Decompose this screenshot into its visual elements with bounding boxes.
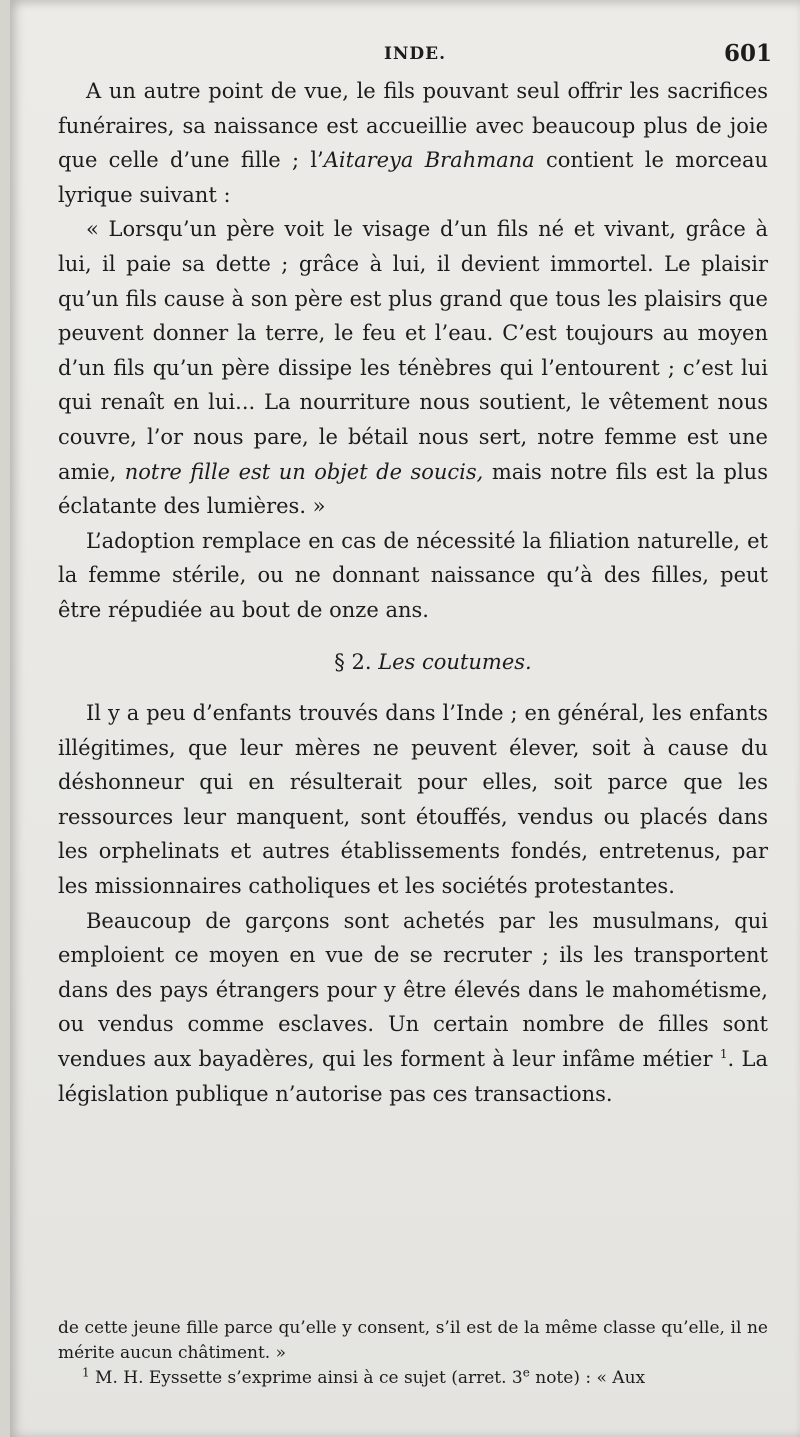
paragraph-5: [58, 904, 768, 1112]
footnote-1-sup: e: [522, 1364, 530, 1379]
section-heading: [58, 645, 768, 680]
paragraph-2-quote: [58, 212, 768, 523]
footnote-1: [58, 1366, 768, 1391]
paragraph-2-italic: notre fille est un objet de soucis,: [124, 459, 484, 484]
paragraph-5-text: Beaucoup de garçons sont achetés par les musulmans, qui emploient ce moyen en vue de se recruter ; ils les transportent dans des pays étrangers pour y être élevés dans le mahométisme, ou vendus comme esclaves. Un certain nombre de filles sont vendues aux bayadères, qui les forment à leur infâme métier: [58, 908, 768, 1072]
paragraph-2-end: mais notre fils est la plus éclatante des lumières. »: [58, 459, 768, 519]
footnote-1-text: M. H. Eyssette s’exprime ainsi à ce sujet (arret. 3: [89, 1367, 523, 1388]
footnote-1-end: note) : « Aux: [529, 1367, 646, 1388]
paragraph-1-text: A un autre point de vue, le fils pouvant seul offrir les sacrifices funéraires, sa naissance est accueillie avec beaucoup plus de joie que celle d’une fille ; l’: [58, 79, 768, 173]
body-text: [58, 74, 768, 1111]
footnote-marker: 1: [82, 1364, 90, 1379]
paragraph-2-text: « Lorsqu’un père voit le visage d’un fils né et vivant, grâce à lui, il paie sa dette ; grâce à lui, il devient immortel. Le plaisir qu’un fils cause à son père est plus grand que tous les plaisirs que peuvent donner la terre, le feu et l’eau. C’est toujours au moyen d’un fils qu’un père dissipe les ténèbres qui l’entourent ; c’est lui qui renaît en lui... La nourriture nous soutient, le vêtement nous couvre, l’or nous pare, le bétail nous sert, notre femme est une amie,: [58, 217, 768, 484]
page-number: 601: [723, 40, 772, 67]
running-head: [58, 40, 772, 68]
paragraph-4: Il y a peu d’enfants trouvés dans l’Inde ; en général, les enfants illégitimes, que leur mères ne peuvent élever, soit à cause du déshonneur qui en résulterait pour elles, soit parce que les ressources leur manquent, sont étouffés, vendus ou placés dans les orphelinats et autres établissements fondés, entretenus, par les missionnaires catholiques et les sociétés protestantes.: [58, 701, 768, 899]
paragraph-1: [58, 74, 768, 212]
paragraph-3: L’adoption remplace en cas de nécessité la filiation naturelle, et la femme stérile, ou ne donnant naissance qu’à des filles, peut être répudiée au bout de onze ans.: [58, 528, 768, 622]
section-title: Les coutumes.: [378, 649, 532, 674]
paragraph-1-italic: Aitareya Brahmana: [323, 148, 535, 173]
footnotes: [58, 1316, 768, 1390]
footnote-reference: 1: [719, 1047, 728, 1062]
running-title: INDE.: [383, 44, 447, 64]
book-page: [10, 0, 800, 1437]
footnote-continuation: de cette jeune fille parce qu’elle y consent, s’il est de la même classe qu’elle, il ne mérite aucun châtiment. »: [58, 1318, 768, 1363]
paragraph-1-end: contient le morceau lyrique suivant :: [58, 148, 768, 207]
section-number: § 2.: [334, 649, 372, 674]
paragraph-5-end: . La législation publique n’autorise pas ces transactions.: [58, 1047, 768, 1106]
